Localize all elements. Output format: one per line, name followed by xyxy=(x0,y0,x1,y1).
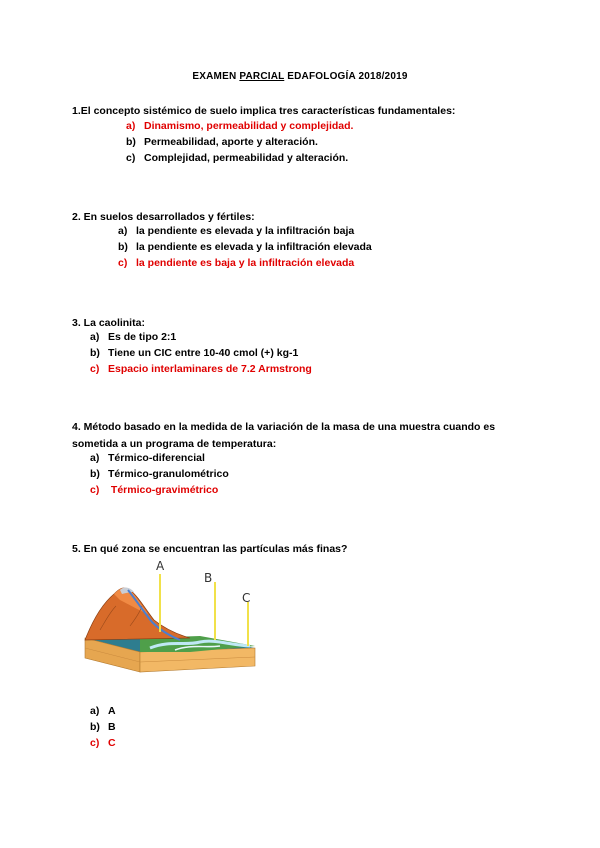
question-2-option-a: a) la pendiente es elevada y la infiltración baja xyxy=(118,225,355,237)
question-stem: 4. Método basado en la medida de la variación de la masa de una muestra cuando es sometida a un programa de temperatura: xyxy=(72,421,496,450)
question-5 xyxy=(72,541,542,558)
question-stem: 2. En suelos desarrollados y fértiles: xyxy=(72,211,255,223)
question-5-option-c: c) C xyxy=(90,737,116,749)
exam-title: EXAMEN PARCIAL EDAFOLOGÍA 2018/2019 xyxy=(192,71,408,82)
question-3 xyxy=(72,315,542,332)
question-4-option-a: a) Térmico-diferencial xyxy=(90,452,205,464)
question-2-option-c: c) la pendiente es baja y la infiltración elevada xyxy=(118,257,355,269)
label-c: C xyxy=(242,591,251,605)
question-stem: 1.El concepto sistémico de suelo implica tres características fundamentales: xyxy=(72,105,456,117)
question-5-option-b: b) B xyxy=(90,721,116,733)
question-stem: 5. En qué zona se encuentran las partículas más finas? xyxy=(72,543,348,555)
question-3-option-a: a) Es de tipo 2:1 xyxy=(90,331,177,343)
question-1 xyxy=(72,103,542,120)
question-4-option-c: c) Térmico-gravimétrico xyxy=(90,484,219,496)
question-1-option-b: b) Permeabilidad, aporte y alteración. xyxy=(126,136,318,148)
label-b: B xyxy=(204,571,213,585)
question-5-option-a: a) A xyxy=(90,705,116,717)
question-4 xyxy=(72,419,542,452)
question-2-option-b: b) la pendiente es elevada y la infiltración elevada xyxy=(118,241,372,253)
question-2 xyxy=(72,209,542,226)
label-a: A xyxy=(156,560,165,573)
question-1-option-a: a) Dinamismo, permeabilidad y complejidad. xyxy=(126,120,354,132)
question-1-option-c: c) Complejidad, permeabilidad y alteración. xyxy=(126,152,349,164)
question-3-option-c: c) Espacio interlaminares de 7.2 Armstrong xyxy=(90,363,312,375)
question-3-option-b: b) Tiene un CIC entre 10-40 cmol (+) kg-1 xyxy=(90,347,299,359)
question-stem: 3. La caolinita: xyxy=(72,317,145,329)
question-4-option-b: b) Térmico-granulométrico xyxy=(90,468,229,480)
landscape-diagram xyxy=(80,560,270,675)
